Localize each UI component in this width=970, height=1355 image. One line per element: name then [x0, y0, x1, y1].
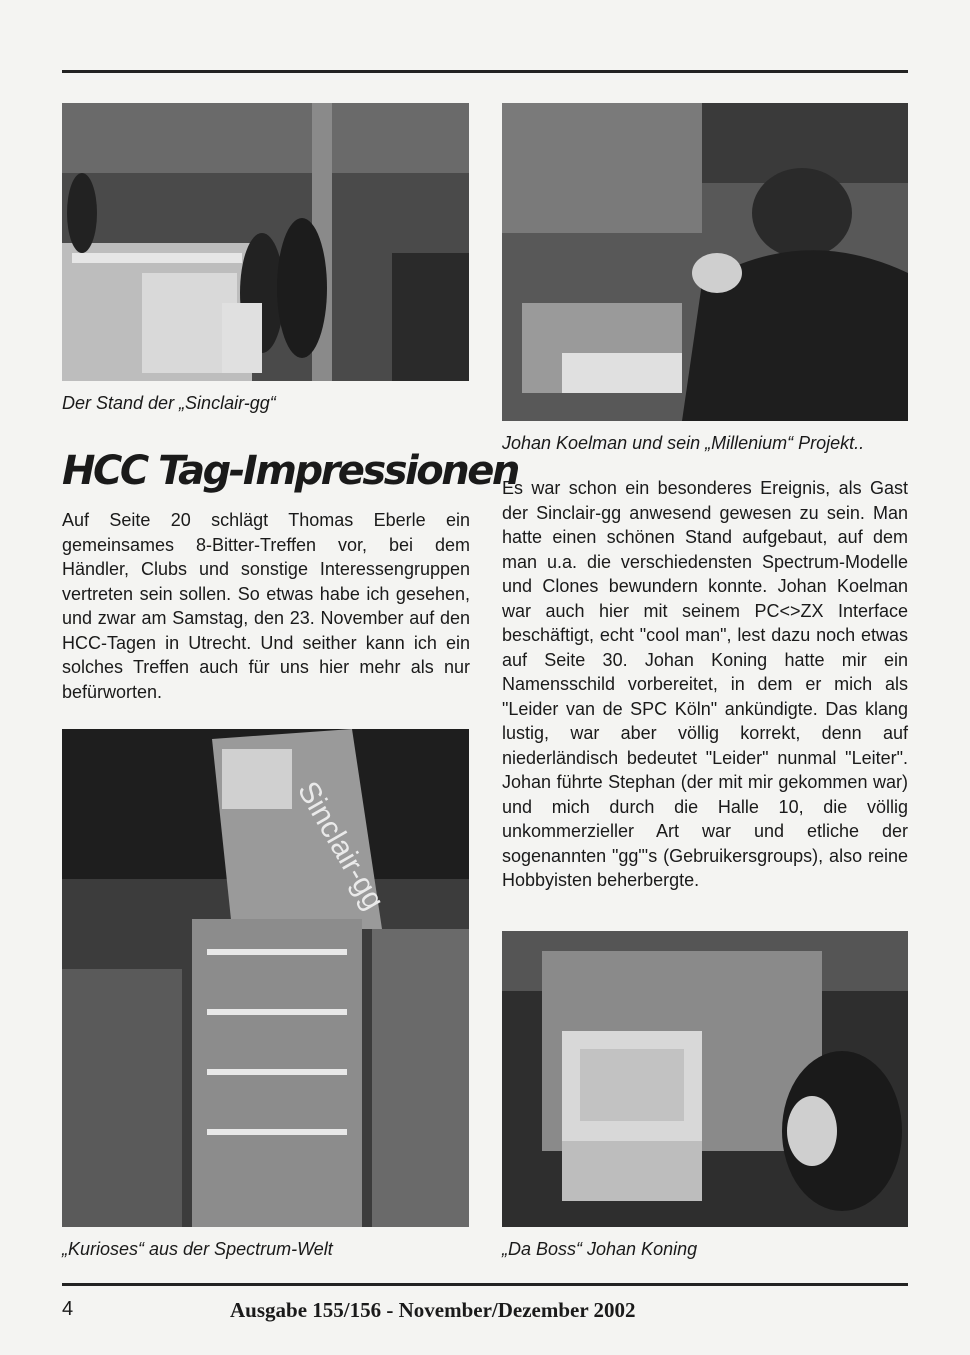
photo-da-boss: [502, 931, 908, 1227]
article-paragraph-left: Auf Seite 20 schlägt Thomas Eberle ein gemeinsames 8-Bitter-Treffen vor, bei dem Händler, Clubs und sonstige Interessengruppen vertreten sein sollen. So etwas habe ich gesehen, und zwar am Samstag, den 23. November auf den HCC-Tagen in Utrecht. Und seither kann ich ein solches Treffen auch für uns hier mehr als nur befürworten.: [62, 510, 470, 702]
photo-kurioses: [62, 729, 469, 1227]
top-rule: [62, 70, 908, 73]
photo-sinclair-stand: [62, 103, 469, 381]
caption-sinclair-stand: Der Stand der „Sinclair-gg“: [62, 393, 276, 413]
page-number: 4: [62, 1298, 74, 1320]
issue-footer: Ausgabe 155/156 - November/Dezember 2002: [230, 1298, 636, 1322]
article-paragraph-right: Es war schon ein besonderes Ereignis, als Gast der Sinclair-gg anwesend gewesen zu sein. Man hatte einen schönen Stand aufgebaut, auf dem man u.a. die verschiedensten Spectrum-Modelle und Clones bewundern konnte. Johan Koelman war auch hier mit seinem PC<>ZX Interface beschäftigt, echt "cool man", lest dazu noch etwas auf Seite 30. Johan Koning hatte mir ein Namensschild vorbereitet, in dem er mich als "Leider van de SPC Köln" ankündigte. Das klang lustig, war aber völlig korrekt, denn auf niederländisch bedeutet "Leider" nunmal "Leiter". Johan führte Stephan (der mit mir gekommen war) und mich durch die Halle 10, die völlig unkommerzieller Art war und etliche der sogenannten "gg"'s (Gebruikersgroups), also reine Hobbyisten beherbergte.: [502, 478, 908, 890]
bottom-rule: [62, 1283, 908, 1286]
caption-johan-koelman: Johan Koelman und sein „Millenium“ Projekt..: [502, 433, 865, 453]
article-headline: HCC Tag-Impressionen: [62, 448, 518, 494]
caption-da-boss: „Da Boss“ Johan Koning: [502, 1239, 698, 1259]
sinclair-gg-sign: Sinclair-gg: [290, 776, 391, 916]
photo-johan-koelman: [502, 103, 908, 421]
caption-kurioses: „Kurioses“ aus der Spectrum-Welt: [62, 1239, 333, 1259]
